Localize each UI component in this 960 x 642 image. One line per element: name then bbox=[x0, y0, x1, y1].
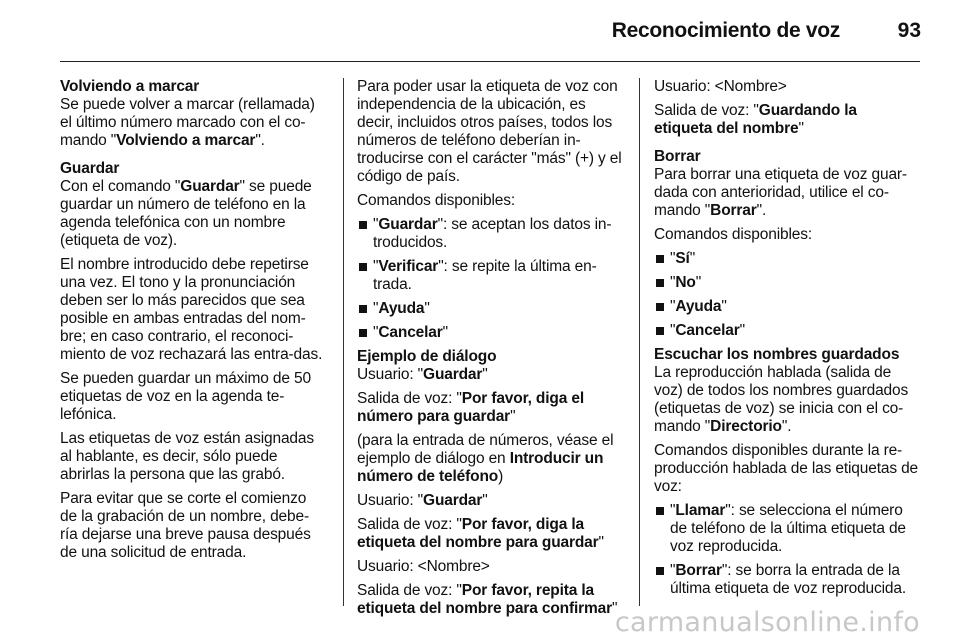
list-item bbox=[654, 298, 919, 316]
column-divider bbox=[343, 78, 344, 606]
command-text: Volviendo a marcar bbox=[116, 132, 256, 149]
paragraph: Se pueden guardar un máximo de 50 etiquetas de voz en la agenda te-lefónica. bbox=[60, 370, 311, 423]
paragraph: Para evitar que se corte el comienzo de la grabación de un nombre, debe-ría dejarse una breve pausa después de una solicitud de entrada. bbox=[60, 490, 311, 561]
page-number: 93 bbox=[897, 19, 921, 42]
text: Salida de voz: " bbox=[357, 516, 462, 533]
text: " se puede guardar un número de teléfono en la agenda telefónica con un nombre (etiqueta de voz). bbox=[60, 178, 312, 249]
dialog-voice bbox=[357, 516, 622, 552]
commands-label: Comandos disponibles: bbox=[357, 192, 515, 209]
text: (para la entrada de números, véase el ejemplo de diálogo en bbox=[357, 432, 614, 467]
voice-output: Por favor, diga el número para guardar bbox=[357, 390, 584, 425]
heading-redial: Volviendo a marcar bbox=[60, 78, 200, 95]
list-item bbox=[357, 258, 622, 294]
voice-output: Guardando la etiqueta del nombre bbox=[654, 102, 857, 137]
text: " bbox=[670, 322, 676, 339]
text: " bbox=[424, 300, 430, 317]
command-text: Guardar bbox=[378, 216, 438, 233]
command-text: Llamar bbox=[675, 502, 726, 519]
command-text: Borrar bbox=[675, 562, 722, 579]
paragraph: Para poder usar la etiqueta de voz con independencia de la ubicación, es decir, incluidos otros países, todos los números de teléfono deberían in-troducirse con el carácter "más" (+) y el código de país. bbox=[357, 78, 622, 185]
text: Se puede volver a marcar (rellamada) el último número marcado con el co-mando " bbox=[60, 96, 315, 149]
paragraph-redial bbox=[60, 96, 325, 150]
paragraph: El nombre introducido debe repetirse una vez. El tono y la pronunciación deben ser lo más parecidos que sea posible en ambas entradas del nom-bre; en caso contrario, el reconoci-miento de voz rechazará las entra-das. bbox=[60, 256, 323, 363]
paragraph: Las etiquetas de voz están asignadas al hablante, es decir, sólo puede abrirlas la persona que las grabó. bbox=[60, 430, 314, 483]
text: " bbox=[798, 120, 804, 137]
list-item bbox=[654, 250, 919, 268]
dialog-note bbox=[357, 432, 622, 486]
text: Salida de voz: " bbox=[357, 582, 462, 599]
header-rule bbox=[60, 61, 920, 62]
cross-reference: Introducir un número de teléfono bbox=[357, 450, 604, 485]
dialog-voice bbox=[357, 390, 622, 426]
text: " bbox=[612, 600, 618, 617]
command-list bbox=[357, 216, 622, 342]
command-text: Borrar bbox=[710, 202, 757, 219]
text: ": se selecciona el número de teléfono de la última etiqueta de voz reproducida. bbox=[670, 502, 906, 555]
column-1 bbox=[60, 78, 325, 568]
dialog-user bbox=[357, 366, 622, 384]
text: " bbox=[670, 250, 676, 267]
column-3 bbox=[654, 78, 919, 604]
paragraph-delete bbox=[654, 166, 919, 220]
command-list bbox=[654, 502, 919, 598]
text: Usuario: " bbox=[357, 492, 424, 509]
text: " bbox=[670, 562, 676, 579]
text: " bbox=[739, 322, 746, 339]
text: " bbox=[721, 298, 727, 315]
text: " bbox=[482, 492, 488, 509]
text: ". bbox=[255, 132, 265, 149]
text: " bbox=[373, 216, 379, 233]
text: " bbox=[482, 366, 488, 383]
text: " bbox=[689, 250, 696, 267]
command-text: Guardar bbox=[423, 492, 483, 509]
text: " bbox=[695, 274, 702, 291]
voice-output: Por favor, diga la etiqueta del nombre para guardar bbox=[357, 516, 599, 551]
page-header bbox=[0, 0, 960, 60]
text: La reproducción hablada (salida de voz) de todos los nombres guardados (etiquetas de voz) se inicia con el co-mando " bbox=[654, 364, 909, 435]
text: " bbox=[373, 324, 379, 341]
command-text: Ayuda bbox=[378, 300, 425, 317]
text: Salida de voz: " bbox=[357, 390, 462, 407]
dialog-user: Usuario: <Nombre> bbox=[654, 78, 787, 95]
dialog-user bbox=[357, 492, 622, 510]
text: Con el comando " bbox=[60, 178, 181, 195]
list-item bbox=[654, 502, 919, 556]
text: " bbox=[670, 502, 676, 519]
command-text: Cancelar bbox=[675, 322, 740, 339]
text: " bbox=[598, 534, 604, 551]
text: ": se borra la entrada de la última etiqueta de voz reproducida. bbox=[670, 562, 907, 597]
heading-listen: Escuchar los nombres guardados bbox=[654, 346, 900, 363]
command-text: Verificar bbox=[378, 258, 439, 275]
command-text: Guardar bbox=[423, 366, 483, 383]
heading-example: Ejemplo de diálogo bbox=[357, 348, 497, 365]
dialog-user: Usuario: <Nombre> bbox=[357, 558, 490, 575]
text: Para borrar una etiqueta de voz guar-dada con anterioridad, utilice el co-mando " bbox=[654, 166, 907, 219]
list-item bbox=[357, 300, 622, 318]
column-2 bbox=[357, 78, 622, 624]
commands-label: Comandos disponibles: bbox=[654, 226, 812, 243]
command-text: Sí bbox=[675, 250, 690, 267]
list-item bbox=[654, 274, 919, 292]
text: ": se repite la última en-trada. bbox=[373, 258, 597, 293]
heading-delete: Borrar bbox=[654, 148, 701, 165]
list-item bbox=[654, 322, 919, 340]
text: " bbox=[373, 258, 379, 275]
text: ". bbox=[756, 202, 767, 219]
text: Salida de voz: " bbox=[654, 102, 759, 119]
list-item bbox=[357, 324, 622, 342]
command-text: No bbox=[675, 274, 696, 291]
watermark: carmanualsonline.info bbox=[614, 607, 920, 638]
command-text: Guardar bbox=[180, 178, 240, 195]
text: " bbox=[670, 274, 676, 291]
paragraph: Comandos disponibles durante la re-producción hablada de las etiquetas de voz: bbox=[654, 442, 919, 495]
text: " bbox=[373, 300, 379, 317]
command-list bbox=[654, 250, 919, 340]
text: Usuario: " bbox=[357, 366, 424, 383]
list-item bbox=[654, 562, 919, 598]
command-text: Ayuda bbox=[675, 298, 722, 315]
voice-output: Por favor, repita la etiqueta del nombre para confirmar bbox=[357, 582, 613, 617]
text: ": se aceptan los datos in-troducidos. bbox=[373, 216, 612, 251]
text: " bbox=[670, 298, 676, 315]
list-item bbox=[357, 216, 622, 252]
text: ) bbox=[498, 468, 504, 485]
heading-save: Guardar bbox=[60, 160, 120, 177]
page-title: Reconocimiento de voz bbox=[611, 19, 840, 42]
command-text: Directorio bbox=[710, 418, 782, 435]
paragraph-save bbox=[60, 178, 325, 250]
dialog-voice bbox=[654, 102, 919, 138]
column-divider bbox=[639, 78, 640, 606]
text: " bbox=[442, 324, 449, 341]
command-text: Cancelar bbox=[378, 324, 443, 341]
dialog-voice bbox=[357, 582, 622, 618]
paragraph-listen bbox=[654, 364, 919, 436]
text: ". bbox=[781, 418, 792, 435]
text: " bbox=[510, 408, 516, 425]
